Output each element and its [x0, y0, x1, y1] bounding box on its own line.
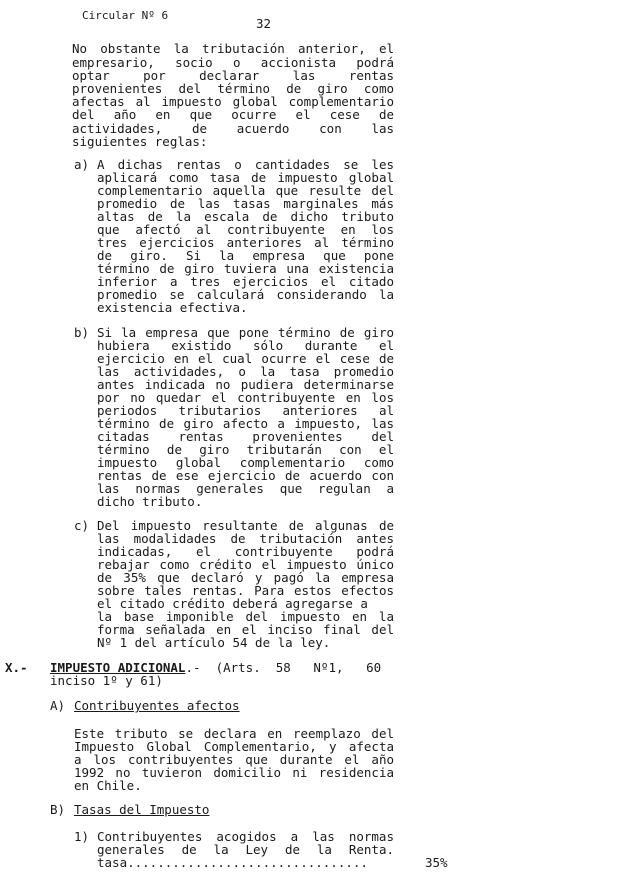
text-line: afectas al impuesto global complementario — [72, 94, 394, 109]
text-line: No obstante la tributación anterior, el — [72, 41, 394, 56]
text-line: aplicará como tasa de impuesto global — [97, 170, 394, 185]
circular-label: Circular Nº 6 — [82, 9, 169, 22]
text-line: rentas de ese ejercicio de acuerdo con — [97, 468, 394, 483]
text-line: en Chile. — [74, 778, 142, 793]
text-line: término de giro afecto a impuesto, las — [97, 416, 394, 431]
text-line: inferior a tres ejercicios el citado — [97, 274, 394, 289]
text-line: Contribuyentes acogidos a las normas — [97, 829, 394, 844]
page-number: 32 — [256, 16, 272, 31]
text-line: 1992 no tuvieron domicilio ni residencia — [74, 765, 394, 780]
text-line: a los contribuyentes que durante el año — [74, 752, 394, 767]
text-line: tres ejercicios anteriores al término — [97, 235, 394, 250]
tax-rate-value: 35% — [425, 855, 448, 870]
text-line: que afectó al contribuyente en los — [97, 222, 394, 237]
text-line: existencia efectiva. — [97, 300, 248, 315]
text-line: hubiera existido sólo durante el — [97, 338, 394, 353]
section-title-suffix: .- (Arts. 58 Nº1, 60 — [185, 660, 382, 675]
text-line: Nº 1 del artículo 54 de la ley. — [97, 635, 331, 650]
text-line: impuesto global complementario como — [97, 455, 394, 470]
text-line: promedio se calculará considerando la — [97, 287, 394, 302]
text-line: altas de la escala de dicho tributo — [97, 209, 394, 224]
item-marker: a) — [74, 157, 90, 172]
text-line: las modalidades de tributación antes — [97, 531, 394, 546]
text-line: dicho tributo. — [97, 494, 203, 509]
text-line: promedio de las tasas marginales más — [97, 196, 394, 211]
section-number: X.- — [5, 660, 28, 675]
subsection-marker: A) — [50, 698, 66, 713]
subsection-title: Contribuyentes afectos — [74, 698, 240, 713]
text-line: generales de la Ley de la Renta. — [97, 842, 394, 857]
text-line: periodos tributarios anteriores al — [97, 403, 394, 418]
subsection-title: Tasas del Impuesto — [74, 802, 210, 817]
text-line: término de giro tuviera una existencia — [97, 261, 394, 276]
text-line: forma señalada en el inciso final del — [97, 622, 394, 637]
text-line: antes indicada no pudiera determinarse — [97, 377, 394, 392]
text-line: Si la empresa que pone término de giro — [97, 325, 394, 340]
text-line: por no quedar el contribuyente en los — [97, 390, 394, 405]
item-marker: c) — [74, 518, 90, 533]
text-line: término de giro tributarán con el — [97, 442, 394, 457]
text-line: Impuesto Global Complementario, y afecta — [74, 739, 394, 754]
text-line: la base imponible del impuesto en la — [97, 609, 394, 624]
item-marker: 1) — [74, 829, 90, 844]
text-line: empresario, socio o accionista podrá — [72, 55, 394, 70]
section-title-line-2: inciso 1º y 61) — [50, 673, 163, 688]
text-line: actividades, de acuerdo con las — [72, 121, 394, 136]
text-line: de giro. Si la empresa que pone — [97, 248, 394, 263]
text-line: rebajar como crédito el impuesto único — [97, 557, 394, 572]
text-line: las actividades, o la tasa promedio — [97, 364, 394, 379]
text-line: A dichas rentas o cantidades se les — [97, 157, 394, 172]
text-line: ejercicio en el cual ocurre el cese de — [97, 351, 394, 366]
subsection-marker: B) — [50, 802, 66, 817]
item-marker: b) — [74, 325, 90, 340]
text-line: optar por declarar las rentas — [72, 68, 394, 83]
text-line: tasa................................ — [97, 855, 368, 870]
text-line: indicadas, el contribuyente podrá — [97, 544, 394, 559]
text-line: las normas generales que regulan a — [97, 481, 394, 496]
section-title: IMPUESTO ADICIONAL — [50, 660, 186, 675]
text-line: complementario aquella que resulte del — [97, 183, 394, 198]
text-line: del año en que ocurre el cese de — [72, 107, 394, 122]
text-line: de 35% que declaró y pagó la empresa — [97, 570, 394, 585]
text-line: provenientes del término de giro como — [72, 81, 394, 96]
text-line: Del impuesto resultante de algunas de — [97, 518, 394, 533]
text-line: citadas rentas provenientes del — [97, 429, 394, 444]
text-line: sobre tales rentas. Para estos efectos — [97, 583, 394, 598]
text-line: siguientes reglas: — [72, 134, 208, 149]
text-line: el citado crédito deberá agregarse a — [97, 596, 368, 611]
text-line: Este tributo se declara en reemplazo del — [74, 726, 394, 741]
